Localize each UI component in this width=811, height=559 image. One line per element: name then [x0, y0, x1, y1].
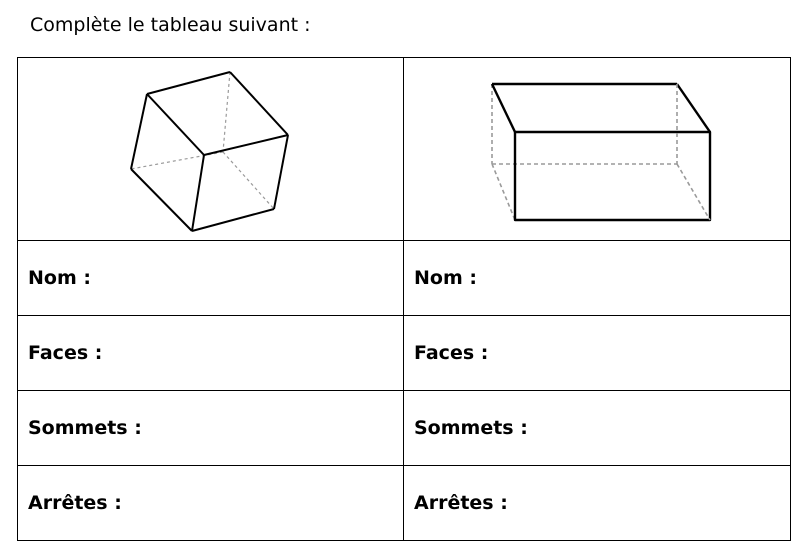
instruction-text: Complète le tableau suivant :	[30, 14, 311, 36]
cube-cell	[18, 58, 404, 241]
prism-faces-cell[interactable]	[404, 316, 791, 391]
cube-faces-label: Faces :	[28, 342, 103, 364]
prism-edges-label: Arrêtes :	[414, 492, 508, 514]
prism-name-label: Nom :	[414, 267, 477, 289]
cube-icon	[18, 58, 404, 240]
cube-name-cell[interactable]	[18, 241, 404, 316]
edges-row	[18, 466, 791, 541]
faces-row	[18, 316, 791, 391]
cube-name-label: Nom :	[28, 267, 91, 289]
shapes-row	[18, 58, 791, 241]
prism-vertices-label: Sommets :	[414, 417, 528, 439]
prism-faces-label: Faces :	[414, 342, 489, 364]
prism-cell	[404, 58, 791, 241]
rectangular-prism-icon	[404, 58, 791, 240]
name-row	[18, 241, 791, 316]
prism-edges-cell[interactable]	[404, 466, 791, 541]
cube-vertices-cell[interactable]	[18, 391, 404, 466]
solids-table	[17, 57, 791, 541]
prism-vertices-cell[interactable]	[404, 391, 791, 466]
cube-edges-label: Arrêtes :	[28, 492, 122, 514]
cube-vertices-label: Sommets :	[28, 417, 142, 439]
cube-faces-cell[interactable]	[18, 316, 404, 391]
prism-name-cell[interactable]	[404, 241, 791, 316]
cube-edges-cell[interactable]	[18, 466, 404, 541]
vertices-row	[18, 391, 791, 466]
